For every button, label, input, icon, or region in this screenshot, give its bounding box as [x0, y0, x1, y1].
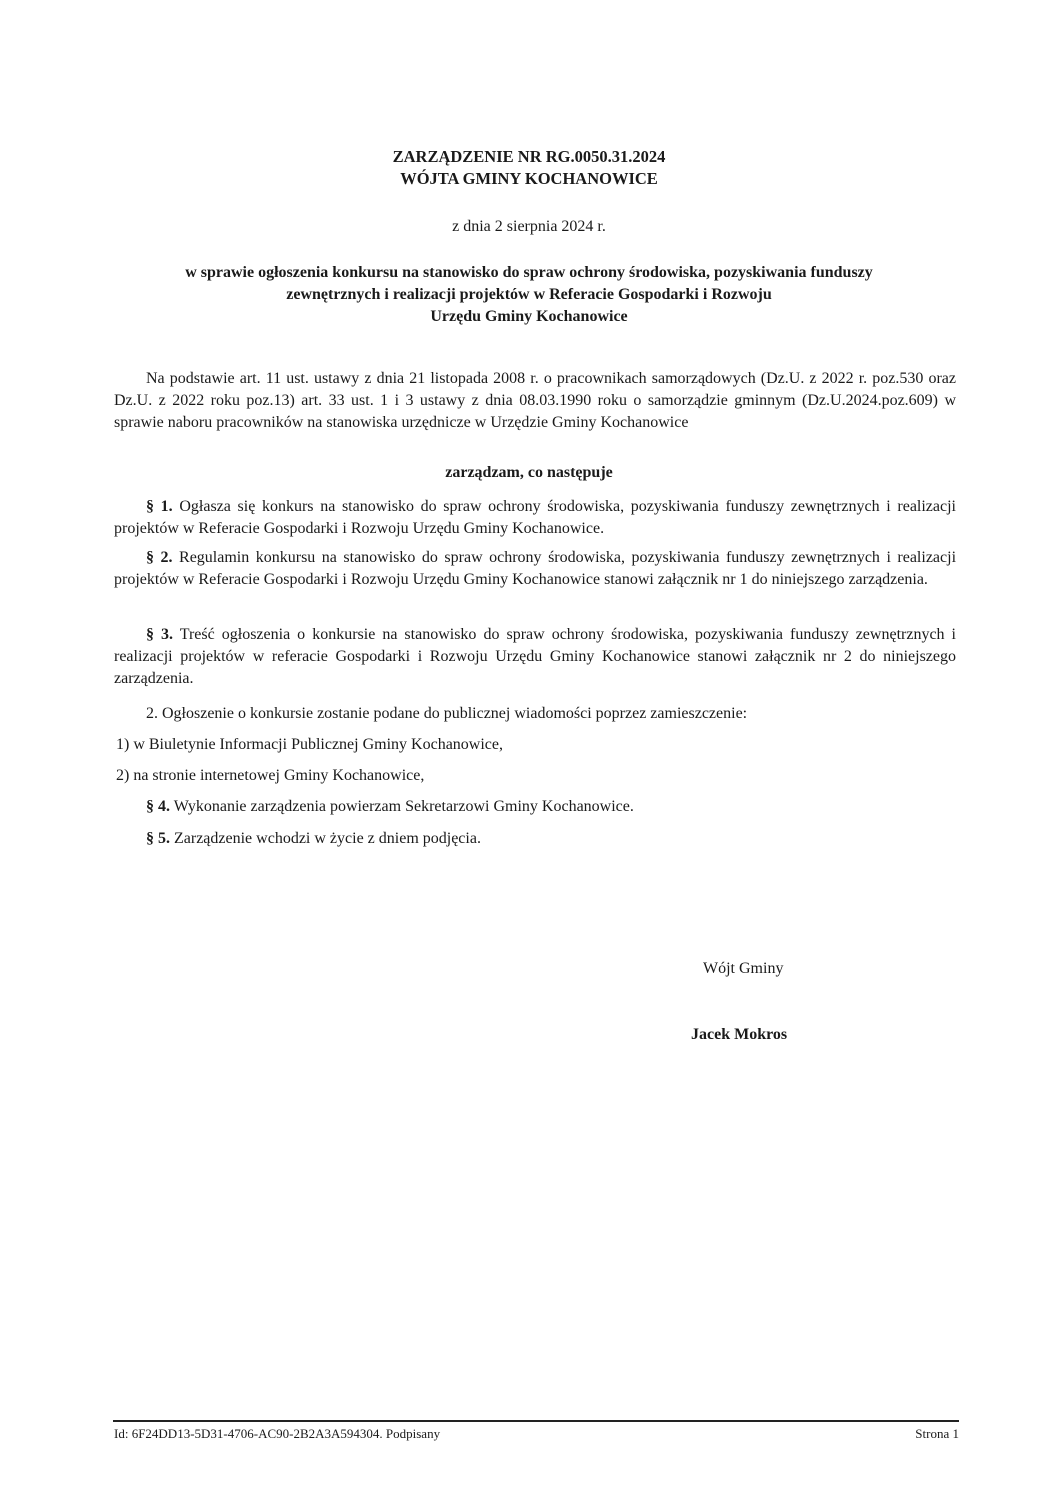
section-text: Treść ogłoszenia o konkursie na stanowisko do spraw ochrony środowiska, pozyskiwania funduszy zewnętrznych i realizacji projektów w referacie Gospodarki i Rozwoju Urzędu Gminy Kochanowice stanowi załącznik nr 2 do niniejszego zarządzenia. — [114, 626, 957, 687]
page-number: Strona 1 — [915, 1426, 959, 1441]
section-5 — [146, 828, 481, 850]
section-mark: § 3. — [146, 626, 174, 643]
title-line-1: ZARZĄDZENIE NR RG.0050.31.2024 — [392, 147, 666, 166]
section-3 — [114, 624, 956, 690]
point-2: 2. Ogłoszenie o konkursie zostanie podane do publicznej wiadomości poprzez zamieszczenie: — [146, 705, 748, 722]
list-item-1: 1) w Biuletynie Informacji Publicznej Gminy Kochanowice, — [116, 736, 504, 753]
document-subject — [0, 262, 1058, 328]
section-text: Regulamin konkursu na stanowisko do spraw ochrony środowiska, pozyskiwania funduszy zewnętrznych i realizacji projektów w Referacie Gospodarki i Rozwoju Urzędu Gminy Kochanowice stanowi załącznik nr 1 do niniejszego zarządzenia. — [114, 549, 957, 588]
section-mark: § 1. — [146, 498, 173, 515]
section-mark: § 2. — [146, 549, 173, 566]
document-title — [0, 146, 1058, 190]
section-text: Zarządzenie wchodzi w życie z dniem podjęcia. — [170, 830, 481, 847]
signature-role: Wójt Gminy — [703, 960, 784, 977]
section-4 — [146, 796, 634, 818]
footer-divider — [113, 1420, 959, 1422]
section-mark: § 5. — [146, 830, 170, 847]
section-1 — [114, 496, 956, 540]
section-text: Wykonanie zarządzenia powierzam Sekretarzowi Gminy Kochanowice. — [170, 798, 634, 815]
subject-line-2: zewnętrznych i realizacji projektów w Referacie Gospodarki i Rozwoju — [286, 286, 772, 303]
document-id: Id: 6F24DD13-5D31-4706-AC90-2B2A3A594304. Podpisany — [114, 1426, 441, 1441]
document-date: z dnia 2 sierpnia 2024 r. — [452, 218, 606, 235]
subject-line-3: Urzędu Gminy Kochanowice — [430, 308, 628, 325]
signature-name: Jacek Mokros — [691, 1026, 788, 1043]
section-text: Ogłasza się konkurs na stanowisko do spraw ochrony środowiska, pozyskiwania funduszy zewnętrznych i realizacji projektów w Referacie Gospodarki i Rozwoju Urzędu Gminy Kochanowice. — [114, 498, 957, 537]
subject-line-1: w sprawie ogłoszenia konkursu na stanowisko do spraw ochrony środowiska, pozyskiwania funduszy — [185, 264, 873, 281]
section-2 — [114, 547, 956, 591]
section-mark: § 4. — [146, 798, 170, 815]
legal-basis: Na podstawie art. 11 ust. ustawy z dnia 21 listopada 2008 r. o pracownikach samorządowych (Dz.U. z 2022 r. poz.530 oraz Dz.U. z 2022 roku poz.13) art. 33 ust. 1 i 3 ustawy z dnia 08.03.1990 roku o samorządzie gminnym (Dz.U.2024.poz.609) w sprawie naboru pracowników na stanowiska urzędnicze w Urzędzie Gminy Kochanowice — [114, 370, 956, 431]
title-line-2: WÓJTA GMINY KOCHANOWICE — [400, 169, 658, 188]
decree-heading: zarządzam, co następuje — [445, 464, 613, 481]
list-item-2: 2) na stronie internetowej Gminy Kochanowice, — [116, 767, 425, 784]
